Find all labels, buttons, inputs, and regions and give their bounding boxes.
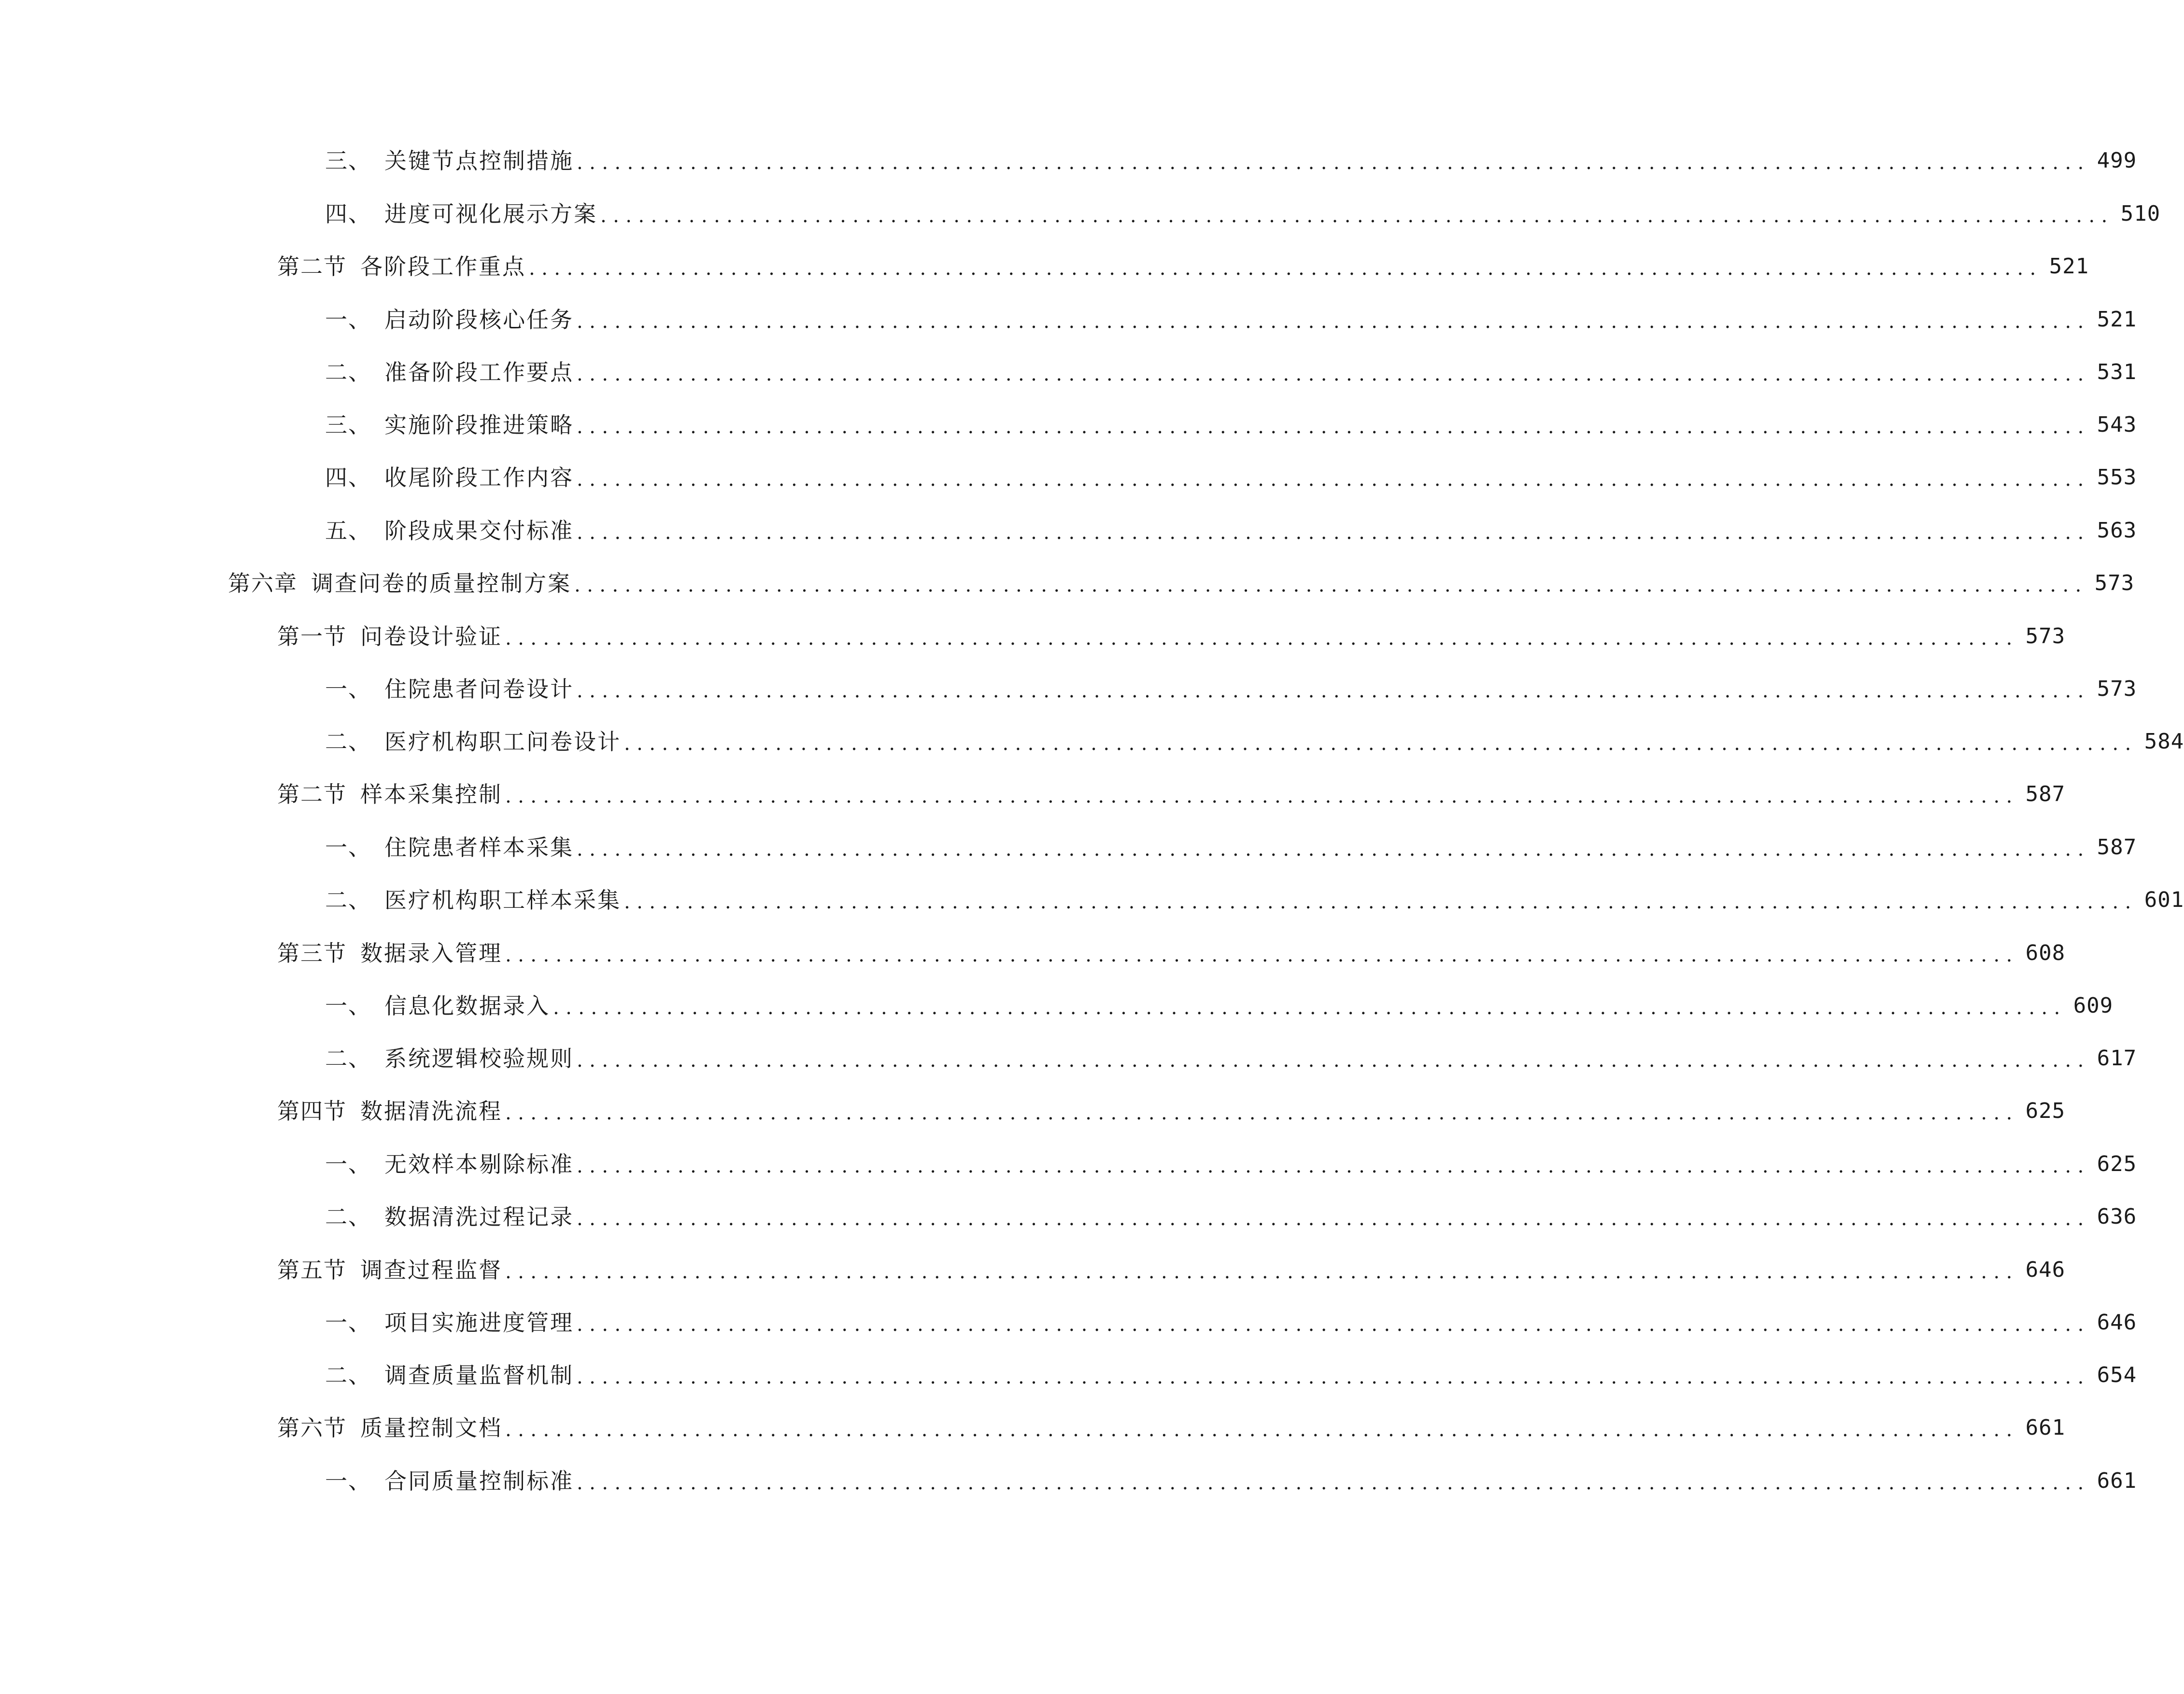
dot-leader: ........................................................................................................................ xyxy=(624,733,2138,755)
dot-leader: ........................................................................................................................ xyxy=(553,997,2067,1019)
dot-leader: ........................................................................................................................ xyxy=(577,1208,2090,1230)
toc-entry[interactable] xyxy=(325,406,2137,444)
toc-entry-title: 系统逻辑校验规则 xyxy=(384,1045,574,1072)
toc-entry-page: 625 xyxy=(2097,1152,2137,1176)
toc-entry-page: 521 xyxy=(2049,254,2089,279)
toc-entry-page: 601 xyxy=(2144,888,2184,912)
toc-entry-number: 第三节 xyxy=(277,940,347,966)
toc-entry-title: 医疗机构职工样本采集 xyxy=(384,887,621,913)
toc-entry-title: 项目实施进度管理 xyxy=(384,1310,574,1336)
toc-entry-number: 第五节 xyxy=(277,1257,347,1283)
toc-entry-title: 调查质量监督机制 xyxy=(384,1362,574,1388)
toc-entry-title: 质量控制文档 xyxy=(360,1415,502,1441)
toc-entry-number: 第一节 xyxy=(277,623,347,649)
dot-leader: ........................................................................................................................ xyxy=(577,311,2090,333)
toc-entry-title: 进度可视化展示方案 xyxy=(384,201,597,227)
dot-leader: ........................................................................................................................ xyxy=(505,1261,2019,1283)
toc-entry-page: 573 xyxy=(2025,624,2066,649)
toc-entry[interactable] xyxy=(325,722,2184,761)
toc-entry-number: 三、 xyxy=(325,148,371,174)
toc-entry-page: 646 xyxy=(2025,1257,2066,1282)
toc-entry-number: 二、 xyxy=(325,1362,371,1388)
toc-entry-title: 医疗机构职工问卷设计 xyxy=(384,729,621,755)
toc-entry-number: 三、 xyxy=(325,412,371,438)
toc-entry-page: 608 xyxy=(2025,941,2066,965)
toc-entry-number: 第六章 xyxy=(228,570,298,596)
toc-entry[interactable] xyxy=(325,1356,2137,1395)
toc-entry[interactable] xyxy=(325,195,2161,233)
toc-entry-page: 661 xyxy=(2097,1468,2137,1493)
toc-entry-number: 二、 xyxy=(325,1204,371,1230)
toc-entry-title: 各阶段工作重点 xyxy=(360,254,526,280)
toc-entry[interactable] xyxy=(277,1092,2066,1130)
dot-leader: ........................................................................................................................ xyxy=(577,838,2090,861)
dot-leader: ........................................................................................................................ xyxy=(577,363,2090,385)
toc-entry-page: 646 xyxy=(2097,1310,2137,1335)
toc-entry-page: 661 xyxy=(2025,1415,2066,1440)
toc-entry-title: 关键节点控制措施 xyxy=(384,148,574,174)
dot-leader: ........................................................................................................................ xyxy=(505,627,2019,649)
toc-entry[interactable] xyxy=(325,353,2137,392)
toc-entry-title: 实施阶段推进策略 xyxy=(384,412,574,438)
toc-entry-page: 636 xyxy=(2097,1204,2137,1229)
toc-entry-page: 587 xyxy=(2025,782,2066,806)
toc-entry-number: 四、 xyxy=(325,465,371,491)
dot-leader: ........................................................................................................................ xyxy=(577,1472,2090,1494)
toc-entry-page: 617 xyxy=(2097,1046,2137,1071)
toc-entry-title: 收尾阶段工作内容 xyxy=(384,465,574,491)
toc-entry-number: 第二节 xyxy=(277,781,347,807)
toc-entry-title: 准备阶段工作要点 xyxy=(384,359,574,385)
toc-entry[interactable] xyxy=(325,511,2137,550)
toc-entry-page: 499 xyxy=(2097,148,2137,173)
dot-leader: ........................................................................................................................ xyxy=(600,205,2114,227)
toc-entry-number: 二、 xyxy=(325,887,371,913)
toc-entry[interactable] xyxy=(325,1198,2137,1236)
toc-entry-page: 510 xyxy=(2120,201,2161,226)
toc-entry[interactable] xyxy=(277,775,2066,814)
toc-entry-number: 一、 xyxy=(325,676,371,702)
toc-entry-page: 531 xyxy=(2097,360,2137,384)
toc-entry[interactable] xyxy=(325,1462,2137,1500)
toc-entry[interactable] xyxy=(277,247,2089,286)
toc-entry-number: 二、 xyxy=(325,1045,371,1072)
dot-leader: ........................................................................................................................ xyxy=(577,680,2090,702)
toc-entry-title: 住院患者样本采集 xyxy=(384,834,574,861)
toc-entry-number: 二、 xyxy=(325,729,371,755)
toc-entry-title: 启动阶段核心任务 xyxy=(384,307,574,333)
toc-entry-page: 625 xyxy=(2025,1099,2066,1123)
dot-leader: ........................................................................................................................ xyxy=(624,891,2138,913)
toc-entry-page: 587 xyxy=(2097,835,2137,860)
toc-entry-title: 合同质量控制标准 xyxy=(384,1468,574,1494)
toc-entry-page: 609 xyxy=(2073,993,2113,1018)
toc-entry[interactable] xyxy=(325,1303,2137,1342)
toc-entry-page: 584 xyxy=(2144,729,2184,754)
toc-entry-number: 五、 xyxy=(325,518,371,544)
toc-entry[interactable] xyxy=(325,987,2113,1025)
toc-entry-title: 数据清洗过程记录 xyxy=(384,1204,574,1230)
toc-entry[interactable] xyxy=(325,458,2137,497)
toc-entry[interactable] xyxy=(277,617,2066,656)
dot-leader: ........................................................................................................................ xyxy=(505,785,2019,807)
toc-entry-title: 数据录入管理 xyxy=(360,940,502,966)
toc-entry-page: 553 xyxy=(2097,465,2137,490)
dot-leader: ........................................................................................................................ xyxy=(577,1049,2090,1072)
toc-entry[interactable] xyxy=(325,670,2137,708)
toc-entry[interactable] xyxy=(325,881,2184,919)
toc-entry-page: 521 xyxy=(2097,307,2137,332)
toc-entry[interactable] xyxy=(277,934,2066,973)
toc-entry[interactable] xyxy=(277,1409,2066,1447)
toc-entry-number: 一、 xyxy=(325,993,371,1019)
toc-entry-number: 一、 xyxy=(325,307,371,333)
toc-entry-title: 阶段成果交付标准 xyxy=(384,518,574,544)
toc-entry-number: 一、 xyxy=(325,834,371,861)
dot-leader: ........................................................................................................................ xyxy=(505,944,2019,966)
toc-entry-title: 样本采集控制 xyxy=(360,781,502,807)
toc-entry[interactable] xyxy=(325,1039,2137,1078)
toc-entry-title: 信息化数据录入 xyxy=(384,993,550,1019)
dot-leader: ........................................................................................................................ xyxy=(577,1313,2090,1336)
toc-entry[interactable] xyxy=(325,1145,2137,1184)
toc-entry-title: 无效样本剔除标准 xyxy=(384,1151,574,1177)
dot-leader: ........................................................................................................................ xyxy=(505,1419,2019,1441)
dot-leader: ........................................................................................................................ xyxy=(574,574,2088,596)
dot-leader: ........................................................................................................................ xyxy=(577,152,2090,174)
toc-entry[interactable] xyxy=(277,1251,2066,1289)
toc-entry-title: 调查过程监督 xyxy=(360,1257,502,1283)
toc-entry-title: 数据清洗流程 xyxy=(360,1098,502,1124)
toc-entry-title: 调查问卷的质量控制方案 xyxy=(311,570,571,596)
toc-entry-title: 问卷设计验证 xyxy=(360,623,502,649)
toc-entry-number: 第二节 xyxy=(277,254,347,280)
dot-leader: ........................................................................................................................ xyxy=(577,1155,2090,1177)
toc-entry[interactable] xyxy=(325,828,2137,867)
toc-entry-page: 573 xyxy=(2094,571,2135,595)
toc-entry-page: 563 xyxy=(2097,518,2137,543)
dot-leader: ........................................................................................................................ xyxy=(577,468,2090,491)
toc-entry[interactable] xyxy=(228,564,2135,603)
dot-leader: ........................................................................................................................ xyxy=(577,416,2090,438)
toc-entry-page: 573 xyxy=(2097,677,2137,701)
toc-entry-number: 一、 xyxy=(325,1151,371,1177)
dot-leader: ........................................................................................................................ xyxy=(529,257,2042,280)
toc-entry-number: 二、 xyxy=(325,359,371,385)
dot-leader: ........................................................................................................................ xyxy=(505,1102,2019,1124)
toc-entry[interactable] xyxy=(325,141,2137,180)
dot-leader: ........................................................................................................................ xyxy=(577,1366,2090,1388)
toc-entry[interactable] xyxy=(325,300,2137,339)
dot-leader: ........................................................................................................................ xyxy=(577,522,2090,544)
toc-entry-page: 654 xyxy=(2097,1363,2137,1387)
toc-entry-number: 四、 xyxy=(325,201,371,227)
toc-entry-number: 第四节 xyxy=(277,1098,347,1124)
toc-entry-number: 第六节 xyxy=(277,1415,347,1441)
toc-entry-number: 一、 xyxy=(325,1310,371,1336)
toc-entry-title: 住院患者问卷设计 xyxy=(384,676,574,702)
toc-entry-page: 543 xyxy=(2097,412,2137,437)
toc-entry-number: 一、 xyxy=(325,1468,371,1494)
